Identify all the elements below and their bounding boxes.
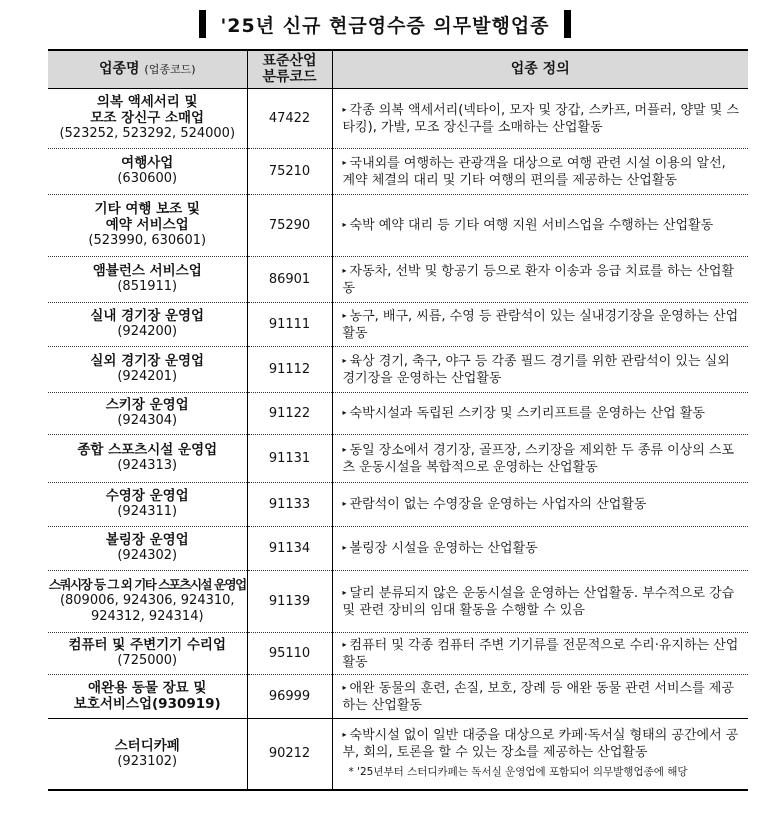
industry-name-cell — [48, 718, 247, 790]
industry-code: (523252, 523292, 524000) — [59, 126, 236, 141]
industry-name: 애완용 동물 장묘 및 — [88, 680, 207, 696]
industry-name-cell — [48, 434, 247, 482]
definition-cell — [332, 256, 748, 302]
table-row — [48, 718, 748, 790]
ksic-code-cell: 91131 — [247, 434, 332, 482]
definition-cell — [332, 570, 748, 632]
industry-code: (630600) — [117, 171, 178, 186]
table-row — [48, 256, 748, 302]
ksic-code-cell: 91122 — [247, 392, 332, 434]
industry-name: 기타 여행 보조 및 — [94, 201, 200, 217]
industry-name-cell — [48, 302, 247, 346]
definition-text: 육상 경기, 축구, 야구 등 각종 필드 경기를 위한 관람석이 있는 실외 경기장을 운영하는 산업활동 — [342, 353, 730, 386]
bullet-icon: ▸ — [342, 265, 347, 275]
definition-text: 각종 의복 액세서리(넥타이, 모자 및 장갑, 스카프, 머플러, 양말 및 스타킹), 가발, 모조 장신구를 소매하는 산업활동 — [342, 102, 739, 135]
definition-cell — [332, 88, 748, 148]
industry-code: (924302) — [117, 548, 178, 563]
industry-code: 보호서비스업(930919) — [73, 696, 221, 712]
bullet-icon: ▸ — [342, 499, 347, 508]
definition-text: 동일 장소에서 경기장, 골프장, 스키장을 제외한 두 종류 이상의 스포츠 운동시설을 복합적으로 운영하는 산업활동 — [342, 442, 735, 475]
industry-name: 모조 장신구 소매업 — [90, 110, 205, 126]
industry-name-cell — [48, 632, 247, 674]
bullet-icon: ▸ — [342, 355, 347, 365]
industry-name: 스쿼시장 등 그 외 기타 스포츠시설 운영업 — [48, 577, 246, 592]
definition-cell — [332, 632, 748, 674]
industry-name: 볼링장 운영업 — [105, 532, 189, 548]
industry-code: (809006, 924306, 924310, — [59, 593, 235, 608]
definition-text: 애완 동물의 훈련, 손질, 보호, 장례 등 애완 동물 관련 서비스를 제공하는 산업활동 — [342, 680, 734, 713]
table-row — [48, 526, 748, 570]
industry-code: (923102) — [117, 753, 178, 769]
ksic-code-cell: 95110 — [247, 632, 332, 674]
industry-code: 924312, 924314) — [90, 609, 204, 624]
industry-name-cell — [48, 346, 247, 392]
ksic-code-cell: 91111 — [247, 302, 332, 346]
table-row — [48, 302, 748, 346]
bullet-icon: ▸ — [342, 157, 347, 167]
definition-text: 숙박시설과 독립된 스키장 및 스키리프트를 운영하는 산업 활동 — [349, 406, 705, 421]
table-row — [48, 148, 748, 194]
definition-text: 농구, 배구, 씨름, 수영 등 관람석이 있는 실내경기장을 운영하는 산업활동 — [342, 308, 739, 341]
bullet-icon: ▸ — [342, 543, 347, 552]
bullet-icon: ▸ — [342, 310, 347, 320]
industry-name-cell — [48, 526, 247, 570]
ksic-code-cell: 96999 — [247, 674, 332, 718]
definition-cell — [332, 392, 748, 434]
industry-code: (924311) — [117, 504, 178, 519]
table-row — [48, 88, 748, 148]
table-row — [48, 674, 748, 718]
header-definition: 업종 정의 — [332, 50, 748, 88]
industry-code: (924304) — [117, 413, 178, 428]
bullet-icon: ▸ — [342, 444, 347, 454]
table-row — [48, 570, 748, 632]
definition-text: 컴퓨터 및 각종 컴퓨터 주변 기기류를 전문적으로 수리·유지하는 산업활동 — [342, 637, 739, 670]
ksic-code-cell: 91134 — [247, 526, 332, 570]
definition-cell — [332, 718, 748, 790]
definition-text: 볼링장 시설을 운영하는 산업활동 — [349, 541, 538, 556]
industry-name-cell — [48, 194, 247, 256]
ksic-code-cell: 91112 — [247, 346, 332, 392]
definition-cell — [332, 526, 748, 570]
ksic-code-cell: 75290 — [247, 194, 332, 256]
industry-name-cell — [48, 392, 247, 434]
definition-text: 관람석이 없는 수영장을 운영하는 사업자의 산업활동 — [349, 497, 647, 512]
definition-cell — [332, 302, 748, 346]
definition-cell — [332, 674, 748, 718]
industry-name: 여행사업 — [121, 155, 174, 171]
industry-code: (924201) — [117, 369, 178, 384]
bullet-icon: ▸ — [342, 639, 347, 649]
table-row — [48, 434, 748, 482]
header-industry-name: 업종명 (업종코드) — [48, 50, 247, 88]
definition-cell — [332, 346, 748, 392]
industry-name: 실외 경기장 운영업 — [90, 353, 205, 369]
industry-name-cell — [48, 482, 247, 526]
industry-name: 스키장 운영업 — [105, 397, 189, 413]
table-header-row — [48, 50, 748, 88]
industry-name: 앰뷸런스 서비스업 — [92, 263, 202, 279]
industry-name: 수영장 운영업 — [105, 488, 189, 504]
footnote: * '25년부터 스터디카페는 독서실 운영업에 포함되어 의무발행업종에 해당 — [348, 766, 688, 779]
ksic-code-cell: 47422 — [247, 88, 332, 148]
bullet-icon: ▸ — [342, 408, 347, 417]
industry-name-cell — [48, 256, 247, 302]
industry-code: (725000) — [117, 653, 178, 668]
definition-cell — [332, 434, 748, 482]
definition-text: 숙박시설 없이 일반 대중을 대상으로 카페·독서실 형태의 공간에서 공부, 회의, 토론을 할 수 있는 장소를 제공하는 산업활동 — [342, 728, 739, 761]
title-right-bar — [564, 10, 571, 38]
ksic-code-cell: 75210 — [247, 148, 332, 194]
definition-cell — [332, 482, 748, 526]
table-row — [48, 632, 748, 674]
industry-name: 종합 스포츠시설 운영업 — [77, 442, 218, 458]
definition-text: 달리 분류되지 않은 운동시설을 운영하는 산업활동. 부수적으로 강습 및 관련 장비의 임대 활동을 수행할 수 있음 — [342, 585, 735, 618]
bullet-icon: ▸ — [342, 730, 347, 740]
industry-name-cell — [48, 148, 247, 194]
definition-text: 국내외를 여행하는 관광객을 대상으로 여행 관련 시설 이용의 알선, 계약 체결의 대리 및 기타 여행의 편의를 제공하는 산업활동 — [342, 155, 726, 188]
table-row — [48, 482, 748, 526]
header-ksic-code: 표준산업 분류코드 — [247, 50, 332, 88]
industry-name: 실내 경기장 운영업 — [90, 308, 205, 324]
definition-cell — [332, 194, 748, 256]
industry-name: 스터디카페 — [114, 737, 180, 754]
industry-name-cell — [48, 88, 247, 148]
industry-name: 컴퓨터 및 주변기기 수리업 — [68, 637, 227, 653]
definition-text: 숙박 예약 대리 등 기타 여행 지원 서비스업을 수행하는 산업활동 — [349, 218, 714, 233]
industry-table — [48, 49, 748, 791]
page-title: '25년 신규 현금영수증 의무발행업종 — [220, 14, 550, 37]
bullet-icon: ▸ — [342, 587, 347, 597]
bullet-icon: ▸ — [342, 682, 347, 692]
industry-code: (924200) — [117, 324, 178, 339]
industry-code: (924313) — [117, 458, 178, 473]
ksic-code-cell: 91139 — [247, 570, 332, 632]
industry-code: (851911) — [117, 279, 178, 294]
table-row — [48, 194, 748, 256]
title-left-bar — [199, 10, 206, 38]
industry-code: (523990, 630601) — [88, 233, 207, 248]
ksic-code-cell: 86901 — [247, 256, 332, 302]
industry-name-cell — [48, 674, 247, 718]
industry-name: 의복 액세서리 및 — [96, 94, 198, 110]
ksic-code-cell: 90212 — [247, 718, 332, 790]
industry-name-cell — [48, 570, 247, 632]
bullet-icon: ▸ — [342, 220, 347, 229]
definition-cell — [332, 148, 748, 194]
title-block — [0, 10, 770, 38]
definition-text: 자동차, 선박 및 항공기 등으로 환자 이송과 응급 치료를 하는 산업활동 — [342, 263, 735, 296]
industry-name: 예약 서비스업 — [105, 217, 189, 233]
bullet-icon: ▸ — [342, 104, 347, 114]
table-row — [48, 346, 748, 392]
ksic-code-cell: 91133 — [247, 482, 332, 526]
table-row — [48, 392, 748, 434]
